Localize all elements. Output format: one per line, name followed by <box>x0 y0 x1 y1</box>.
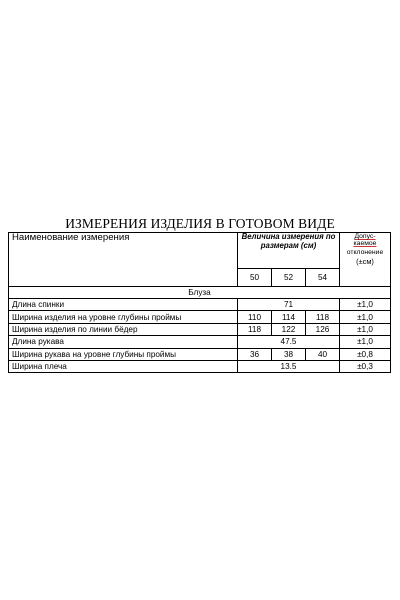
header-name-cell <box>9 233 238 287</box>
row-tolerance: ±0,8 <box>340 348 391 360</box>
row-value-merged: 71 <box>238 299 340 311</box>
row-tolerance: ±1,0 <box>340 336 391 348</box>
row-value-52: 122 <box>272 323 306 335</box>
table-row <box>9 336 391 348</box>
row-value-merged: 13.5 <box>238 360 340 372</box>
header-tol-unit: (±см) <box>356 257 374 267</box>
header-name-label: Наименование измерения <box>12 232 130 243</box>
header-tol-line2: каемое <box>353 240 377 248</box>
table-row <box>9 299 391 311</box>
row-value-50: 36 <box>238 348 272 360</box>
header-size-line1: Величина измерения по <box>241 232 336 241</box>
row-value-52: 38 <box>272 348 306 360</box>
row-name: Длина рукава <box>9 336 238 348</box>
row-name: Ширина изделия по линии бёдер <box>9 323 238 335</box>
size-header-50: 50 <box>238 269 272 287</box>
row-name: Длина спинки <box>9 299 238 311</box>
header-tol-line3: отклонение <box>346 248 384 256</box>
header-size-cell <box>238 233 340 269</box>
table-row <box>9 311 391 323</box>
row-name: Ширина изделия на уровне глубины проймы <box>9 311 238 323</box>
header-size-line2: размерам (см) <box>260 240 317 250</box>
section-label: Блуза <box>9 287 391 299</box>
row-value-merged: 47.5 <box>238 336 340 348</box>
size-header-54: 54 <box>306 269 340 287</box>
row-value-54: 118 <box>306 311 340 323</box>
row-value-50: 118 <box>238 323 272 335</box>
row-tolerance: ±1,0 <box>340 299 391 311</box>
table-row <box>9 348 391 360</box>
row-value-52: 114 <box>272 311 306 323</box>
row-name: Ширина плеча <box>9 360 238 372</box>
header-tolerance-cell <box>340 233 391 287</box>
size-header-52: 52 <box>272 269 306 287</box>
table-row <box>9 360 391 372</box>
measurements-table <box>8 232 391 373</box>
header-tol-line1: Допус- <box>354 233 376 240</box>
row-value-50: 110 <box>238 311 272 323</box>
row-tolerance: ±1,0 <box>340 323 391 335</box>
row-name: Ширина рукава на уровне глубины проймы <box>9 348 238 360</box>
row-value-54: 126 <box>306 323 340 335</box>
row-value-54: 40 <box>306 348 340 360</box>
row-tolerance: ±1,0 <box>340 311 391 323</box>
page-title: ИЗМЕРЕНИЯ ИЗДЕЛИЯ В ГОТОВОМ ВИДЕ <box>65 216 335 231</box>
row-tolerance: ±0,3 <box>340 360 391 372</box>
table-row <box>9 323 391 335</box>
